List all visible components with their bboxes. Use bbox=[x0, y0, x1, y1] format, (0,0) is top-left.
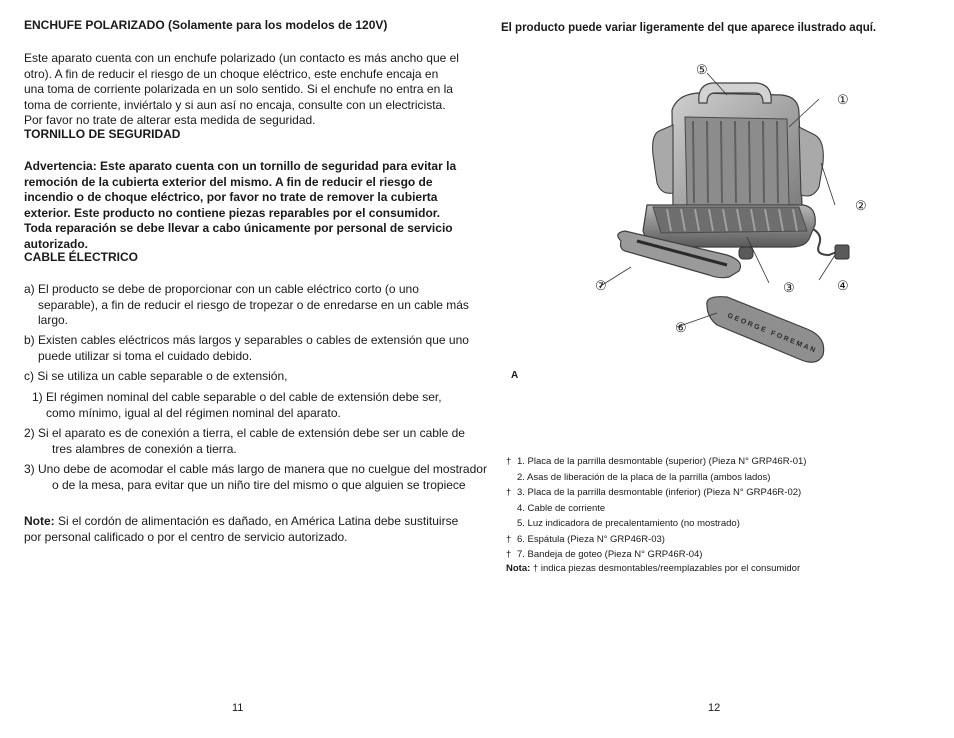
callout-3: ③ bbox=[783, 280, 795, 295]
dagger-mark: † bbox=[506, 487, 512, 498]
callout-5: ⑤ bbox=[696, 62, 708, 77]
callout-4: ④ bbox=[837, 278, 849, 293]
page-number-left: 11 bbox=[232, 702, 244, 714]
grill-illustration bbox=[577, 55, 877, 370]
callout-1: ① bbox=[837, 92, 849, 107]
spatula-brand: GEORGE FOREMAN bbox=[726, 312, 818, 355]
parts-note-label: Nota: bbox=[506, 563, 531, 574]
dagger-mark: † bbox=[506, 533, 512, 545]
part-text: 5. Luz indicadora de precalentamiento (no mostrado) bbox=[517, 518, 740, 529]
part-text: 2. Asas de liberación de la placa de la parrilla (ambos lados) bbox=[517, 471, 771, 483]
callout-6: ⑥ bbox=[675, 320, 687, 335]
part-text: 3. Placa de la parrilla desmontable (inferior) (Pieza N° GRP46R-02) bbox=[517, 487, 802, 498]
part-text: 4. Cable de corriente bbox=[517, 502, 606, 514]
note-text: Si el cordón de alimentación es dañado, en América Latina debe sustituirse por personal calificado o por el centro de servicio autorizado. bbox=[24, 514, 459, 544]
safety-screw-text: Advertencia: Este aparato cuenta con un tornillo de seguridad para evitar la remoción de la cubierta exterior del mismo. A fin de reducir el riesgo de incendio o de choque eléctrico, por favor no trate de remover la cubierta exterior. Este producto no contiene piezas reparables por el consumidor. Toda reparación se debe llevar a cabo únicamente por personal de servicio autorizado. bbox=[24, 159, 457, 251]
cord-item-1: 1) El régimen nominal del cable separable o del cable de extensión debe ser, como mínimo, igual al del régimen nominal del aparato. bbox=[32, 390, 442, 420]
page-number-right: 12 bbox=[708, 702, 721, 714]
note-label: Note: bbox=[24, 514, 55, 528]
cord-item-3: 3) Uno debe de acomodar el cable más largo de manera que no cuelgue del mostrador o de la mesa, para evitar que un niño tire del mismo o que alguien se tropiece bbox=[24, 462, 487, 492]
power-plug bbox=[835, 245, 849, 259]
callout-7: ⑦ bbox=[595, 278, 607, 293]
parts-note-text: † indica piezas desmontables/reemplazables por el consumidor bbox=[530, 563, 801, 574]
section-title-cord: CABLE ÉLECTRICO bbox=[24, 250, 138, 264]
figure-label: A bbox=[511, 370, 519, 381]
parts-note bbox=[506, 563, 800, 574]
cord-note bbox=[24, 514, 460, 545]
cord-item-2: 2) Si el aparato es de conexión a tierra, el cable de extensión debe ser un cable de tres alambres de conexión a tierra. bbox=[24, 426, 465, 456]
cord-item-b: b) Existen cables eléctricos más largos y separables o cables de extensión que uno puede utilizar si toma el cuidado debido. bbox=[24, 333, 469, 363]
dagger-mark: † bbox=[506, 456, 512, 467]
part-text: 7. Bandeja de goteo (Pieza N° GRP46R-04) bbox=[517, 549, 703, 560]
part-text: 6. Espátula (Pieza N° GRP46R-03) bbox=[517, 533, 665, 545]
polarized-plug-text: Este aparato cuenta con un enchufe polarizado (un contacto es más ancho que el otro). A fin de reducir el riesgo de un choque eléctrico, este enchufe encaja en una toma de corriente polarizada en un solo sentido. Si el enchufe no entra en la toma de corriente, inviértalo y si aun así no encaja, consulte con un electricista. Por favor no trate de alterar esta medida de seguridad. bbox=[24, 51, 459, 128]
cord-item-c: c) Si se utiliza un cable separable o de extensión, bbox=[24, 369, 288, 383]
callout-2: ② bbox=[855, 198, 867, 213]
section-title-safety-screw: TORNILLO DE SEGURIDAD bbox=[24, 127, 181, 141]
illustration-caption: El producto puede variar ligeramente del que aparece ilustrado aquí. bbox=[501, 22, 877, 34]
dagger-mark: † bbox=[506, 549, 512, 560]
right-page bbox=[477, 0, 954, 738]
section-title-polarized-plug: ENCHUFE POLARIZADO (Solamente para los modelos de 120V) bbox=[24, 18, 388, 32]
grill-upper-lid bbox=[672, 83, 802, 215]
part-text: 1. Placa de la parrilla desmontable (superior) (Pieza N° GRP46R-01) bbox=[517, 456, 807, 467]
cord-item-a: a) El producto se debe de proporcionar con un cable eléctrico corto (o uno separable), a fin de reducir el riesgo de tropezar o de enredarse en un cable más largo. bbox=[24, 282, 469, 328]
